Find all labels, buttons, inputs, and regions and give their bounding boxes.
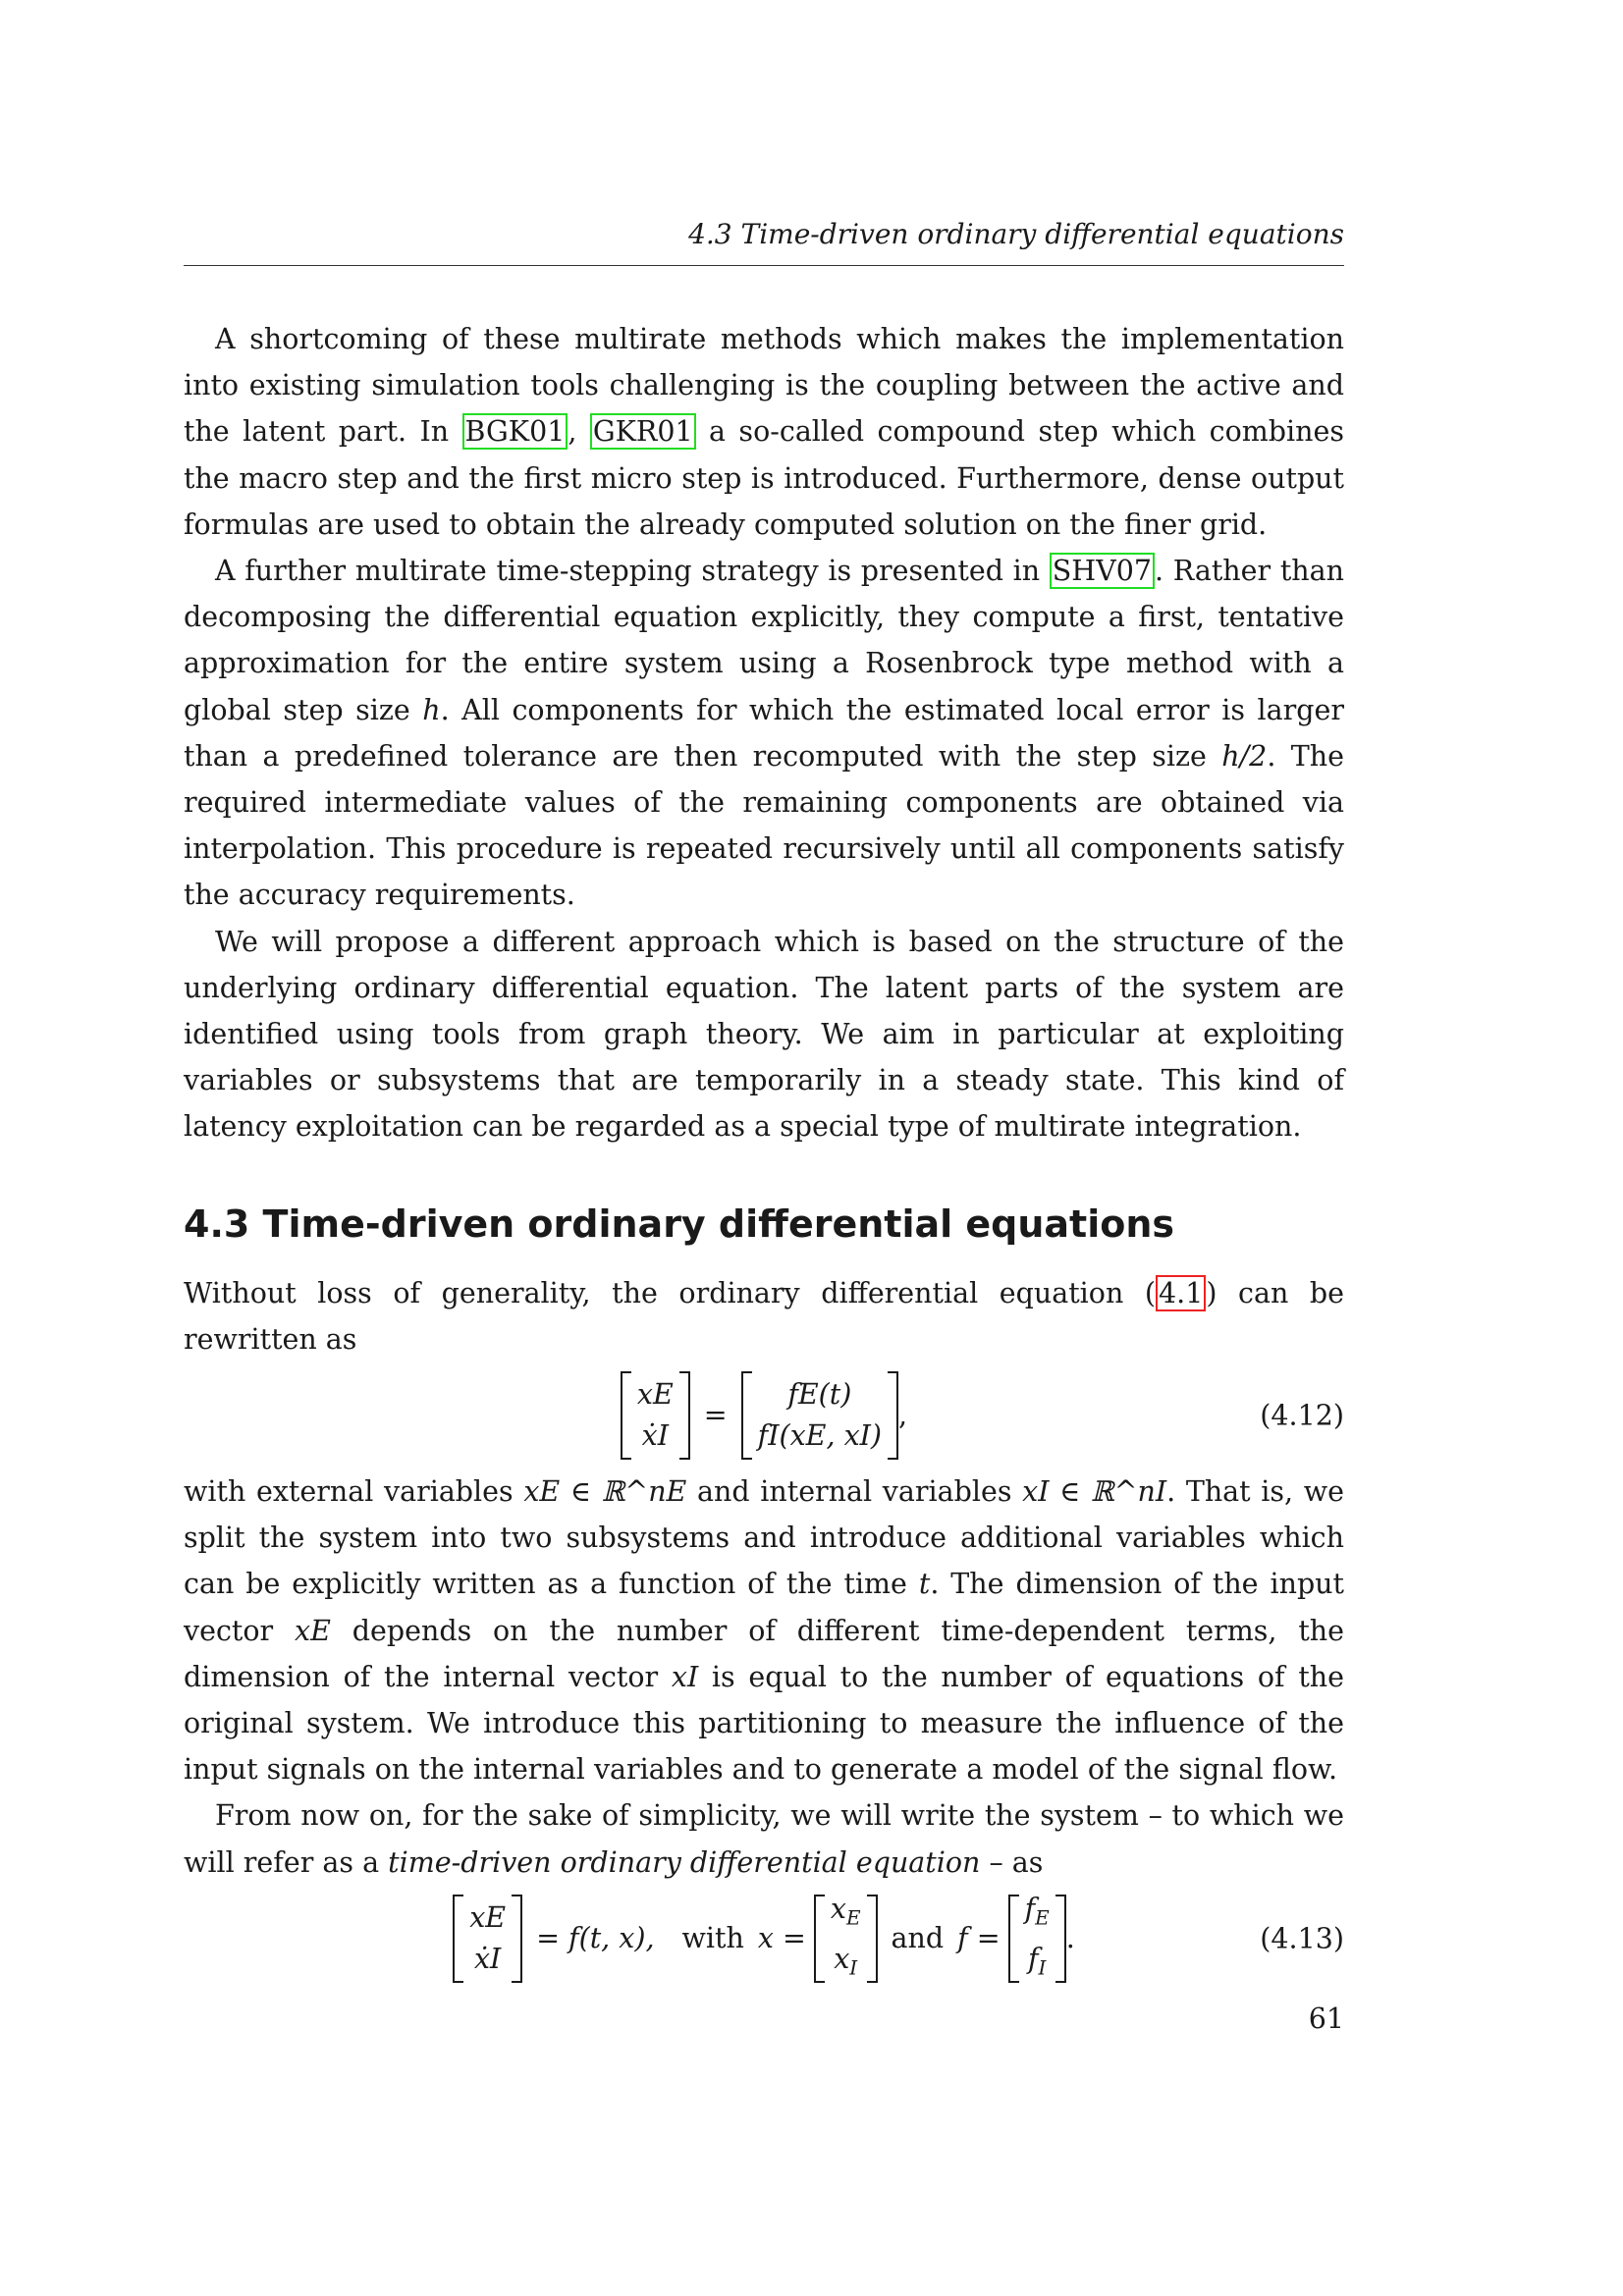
equation-4-12: xE ẋI = fE(t) fI(xE, xI) , (4.12) [184,1366,1344,1465]
paragraph-multirate-coupling: A shortcoming of these multirate methods which makes the implementation into existing simulation tools challenging is the coupling between the active and the latent part. In BGK01 , GKR01 a so-called compound step which combines the macro step and the first micro step is introduced. Furthermore, dense output formulas are used to obtain the already computed solution on the finer grid. [184,323,1345,541]
section-heading: 4.3 Time-driven ordinary differential equations [184,1201,1175,1246]
running-header: 4.3 Time-driven ordinary differential equations [688,218,1344,250]
rhs-vector: fE(t) fI(xE, xI) [741,1371,898,1460]
equation-number: (4.12) [1260,1399,1344,1432]
f-vector: $f_E$ $f_I$ [1008,1889,1066,1988]
citation-link[interactable]: GKR01 [590,413,696,450]
paragraph-proposal: We will propose a different approach which is based on the structure of the underlying ordinary differential equation. The latent parts of the system are identified using tools from graph theory. We aim in particular at exploiting variables or subsystems that are temporarily in a steady state. This kind of latency exploitation can be regarded as a special type of multirate integration. [184,925,1344,1144]
paragraph-time-stepping: A further multirate time-stepping strategy is presented in SHV07 . Rather than decomposing the differential equation explicitly, they compute a first, tentative approximation for the entire system using a Rosenbrock type method with a global step size h. All components for which the estimated local error is larger than a predefined tolerance are then recomputed with the step size h/2. The required intermediate values of the remaining components are obtained via interpolation. This procedure is repeated recursively until all components satisfy the accuracy requirements. [184,555,1345,912]
equation-4-13: xE ẋI = f(t, x), with x = $x_E$ $x_I$ and f = $f_E$ $f_I$ . (4.13) [184,1890,1344,1988]
paragraph-partition: with external variables xE ∈ ℝ^nE and internal variables xI ∈ ℝ^nI. That is, we split the system into two subsystems and introduce additional variables which can be explicitly written as a function of the time t. The dimension of the input vector xE depends on the number of different time-dependent terms, the dimension of the internal vector xI is equal to the number of equations of the original system. We introduce this partitioning to measure the influence of the input signals on the internal variables and to generate a model of the signal flow. [184,1475,1345,1787]
lhs-vector: xE ẋI [621,1371,690,1460]
page [184,0,1344,2296]
equation-ref-link[interactable]: 4.1 [1156,1275,1206,1311]
citation-link[interactable]: SHV07 [1050,553,1155,589]
page-number: 61 [1308,2002,1344,2035]
x-vector: $x_E$ $x_I$ [814,1889,878,1988]
lhs-vector: xE ẋI [453,1895,522,1983]
header-rule [184,265,1344,266]
page-body [184,316,1344,1992]
paragraph-simplicity: From now on, for the sake of simplicity, we will write the system – to which we will refer as a time-driven ordinary differential equation – as [184,1799,1344,1879]
paragraph-rewrite: Without loss of generality, the ordinary differential equation ( 4.1 ) can be rewritten as [184,1276,1344,1356]
citation-link[interactable]: BGK01 [462,413,568,450]
equation-number: (4.13) [1260,1922,1344,1955]
fraction: h/2 [1221,739,1268,773]
